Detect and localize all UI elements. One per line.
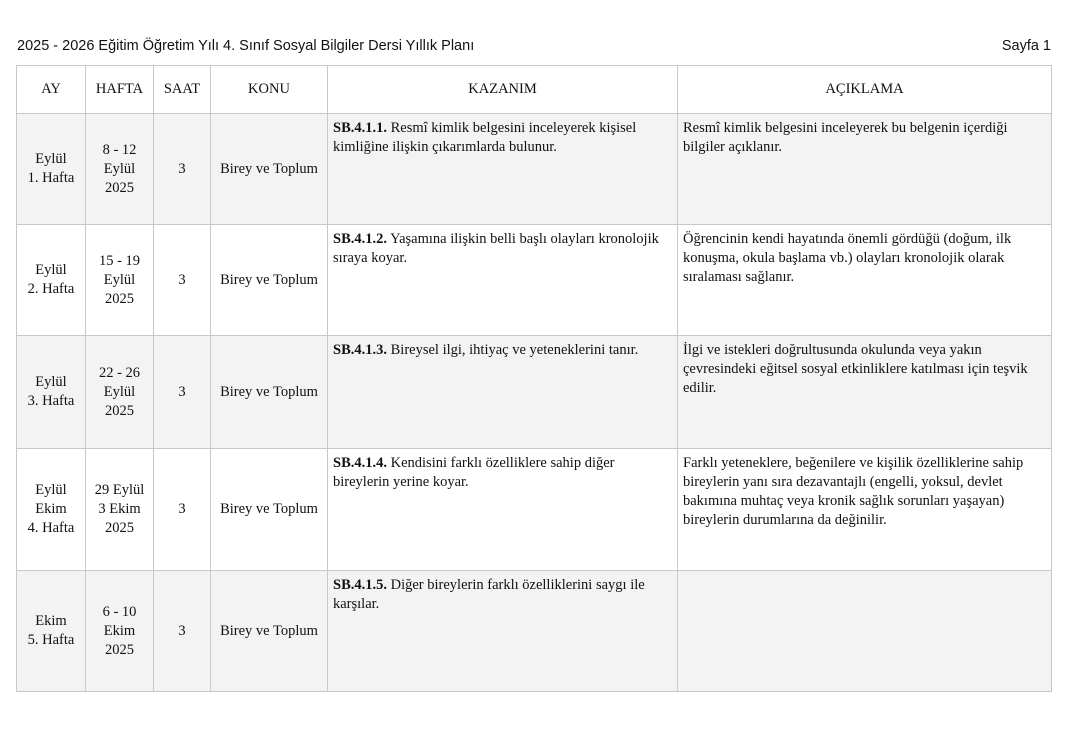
column-header-saat: SAAT bbox=[154, 66, 211, 114]
cell-konu: Birey ve Toplum bbox=[211, 571, 328, 692]
hafta-line: 6 - 10 bbox=[102, 603, 137, 620]
ay-line: Eylül bbox=[35, 262, 67, 278]
cell-konu: Birey ve Toplum bbox=[211, 336, 328, 449]
ay-line: 2. Hafta bbox=[27, 281, 75, 297]
cell-konu: Birey ve Toplum bbox=[211, 114, 328, 225]
column-header-konu: KONU bbox=[211, 66, 328, 114]
cell-kazanim bbox=[328, 571, 678, 692]
kazanim-text: Kendisini farklı özelliklere sahip diğer bireylerin yerine koyar. bbox=[333, 455, 615, 490]
hafta-line: Eylül bbox=[103, 271, 136, 288]
ay-line: Ekim bbox=[35, 501, 67, 517]
cell-aciklama: Farklı yeteneklere, beğenilere ve kişilik özelliklerine sahip bireylerin yanı sıra dezavantajlı (engelli, yoksul, devlet bakımına muhtaç veya kronik sağlık sorunları yaşayan) bireylerin durumlarına da değinilir. bbox=[678, 449, 1052, 571]
kazanim-text: Bireysel ilgi, ihtiyaç ve yeteneklerini tanır. bbox=[387, 342, 639, 358]
hafta-line: 2025 bbox=[105, 402, 134, 419]
column-header-hafta: HAFTA bbox=[86, 66, 154, 114]
cell-saat: 3 bbox=[154, 571, 211, 692]
cell-hafta bbox=[86, 225, 154, 336]
cell-konu: Birey ve Toplum bbox=[211, 225, 328, 336]
hafta-line: Eylül bbox=[103, 383, 136, 400]
cell-kazanim bbox=[328, 114, 678, 225]
kazanim-text: Yaşamına ilişkin belli başlı olayları kronolojik sıraya koyar. bbox=[333, 231, 659, 266]
cell-ay bbox=[17, 449, 86, 571]
table-header-row bbox=[17, 66, 1052, 114]
column-header-aciklama: AÇIKLAMA bbox=[678, 66, 1052, 114]
table-row bbox=[17, 114, 1052, 225]
kazanim-text: Diğer bireylerin farklı özelliklerini saygı ile karşılar. bbox=[333, 577, 645, 612]
ay-line: Ekim bbox=[35, 613, 67, 629]
kazanim-code: SB.4.1.4. bbox=[333, 455, 387, 471]
ay-line: Eylül bbox=[35, 151, 67, 167]
table-row bbox=[17, 336, 1052, 449]
hafta-line: 2025 bbox=[105, 179, 134, 196]
cell-saat: 3 bbox=[154, 449, 211, 571]
kazanim-code: SB.4.1.2. bbox=[333, 231, 387, 247]
hafta-line: 29 Eylül bbox=[94, 482, 145, 498]
annual-plan-table bbox=[16, 65, 1052, 692]
cell-aciklama: Öğrencinin kendi hayatında önemli gördüğü (doğum, ilk konuşma, okula başlama vb.) olayları kronolojik olarak sıralaması sağlanır. bbox=[678, 225, 1052, 336]
kazanim-text: Resmî kimlik belgesini inceleyerek kişisel kimliğine ilişkin çıkarımlarda bulunur. bbox=[333, 120, 637, 155]
ay-line: 5. Hafta bbox=[27, 632, 75, 648]
cell-aciklama bbox=[678, 571, 1052, 692]
document-title: 2025 - 2026 Eğitim Öğretim Yılı 4. Sınıf Sosyal Bilgiler Dersi Yıllık Planı bbox=[17, 38, 475, 54]
hafta-line: Eylül bbox=[103, 160, 136, 177]
cell-aciklama: Resmî kimlik belgesini inceleyerek bu belgenin içerdiği bilgiler açıklanır. bbox=[678, 114, 1052, 225]
hafta-line: 8 - 12 bbox=[102, 141, 137, 158]
ay-line: Eylül bbox=[35, 374, 67, 390]
cell-ay bbox=[17, 114, 86, 225]
ay-line: 4. Hafta bbox=[27, 520, 75, 536]
cell-hafta bbox=[86, 571, 154, 692]
cell-ay bbox=[17, 336, 86, 449]
column-header-ay: AY bbox=[17, 66, 86, 114]
cell-ay bbox=[17, 571, 86, 692]
cell-hafta bbox=[86, 336, 154, 449]
hafta-line: 2025 bbox=[105, 520, 134, 536]
hafta-line: 3 Ekim bbox=[98, 501, 141, 517]
cell-kazanim bbox=[328, 336, 678, 449]
hafta-line: Ekim bbox=[103, 622, 136, 639]
ay-line: Eylül bbox=[35, 482, 67, 498]
ay-line: 3. Hafta bbox=[27, 393, 75, 409]
page-header bbox=[17, 38, 1051, 58]
table-row bbox=[17, 225, 1052, 336]
cell-saat: 3 bbox=[154, 225, 211, 336]
hafta-line: 2025 bbox=[105, 641, 134, 658]
cell-hafta bbox=[86, 114, 154, 225]
cell-hafta bbox=[86, 449, 154, 571]
hafta-line: 15 - 19 bbox=[98, 252, 141, 269]
table-row bbox=[17, 571, 1052, 692]
page-number: Sayfa 1 bbox=[1001, 38, 1051, 54]
ay-line: 1. Hafta bbox=[27, 170, 75, 186]
cell-aciklama: İlgi ve istekleri doğrultusunda okulunda veya yakın çevresindeki eğitsel sosyal etkinliklere katılması için teşvik edilir. bbox=[678, 336, 1052, 449]
hafta-line: 22 - 26 bbox=[98, 364, 141, 381]
cell-saat: 3 bbox=[154, 114, 211, 225]
kazanim-code: SB.4.1.3. bbox=[333, 342, 387, 358]
hafta-line: 2025 bbox=[105, 290, 134, 307]
cell-saat: 3 bbox=[154, 336, 211, 449]
cell-konu: Birey ve Toplum bbox=[211, 449, 328, 571]
cell-kazanim bbox=[328, 225, 678, 336]
table-row bbox=[17, 449, 1052, 571]
cell-ay bbox=[17, 225, 86, 336]
kazanim-code: SB.4.1.5. bbox=[333, 577, 387, 593]
column-header-kazanim: KAZANIM bbox=[328, 66, 678, 114]
cell-kazanim bbox=[328, 449, 678, 571]
kazanim-code: SB.4.1.1. bbox=[333, 120, 387, 136]
